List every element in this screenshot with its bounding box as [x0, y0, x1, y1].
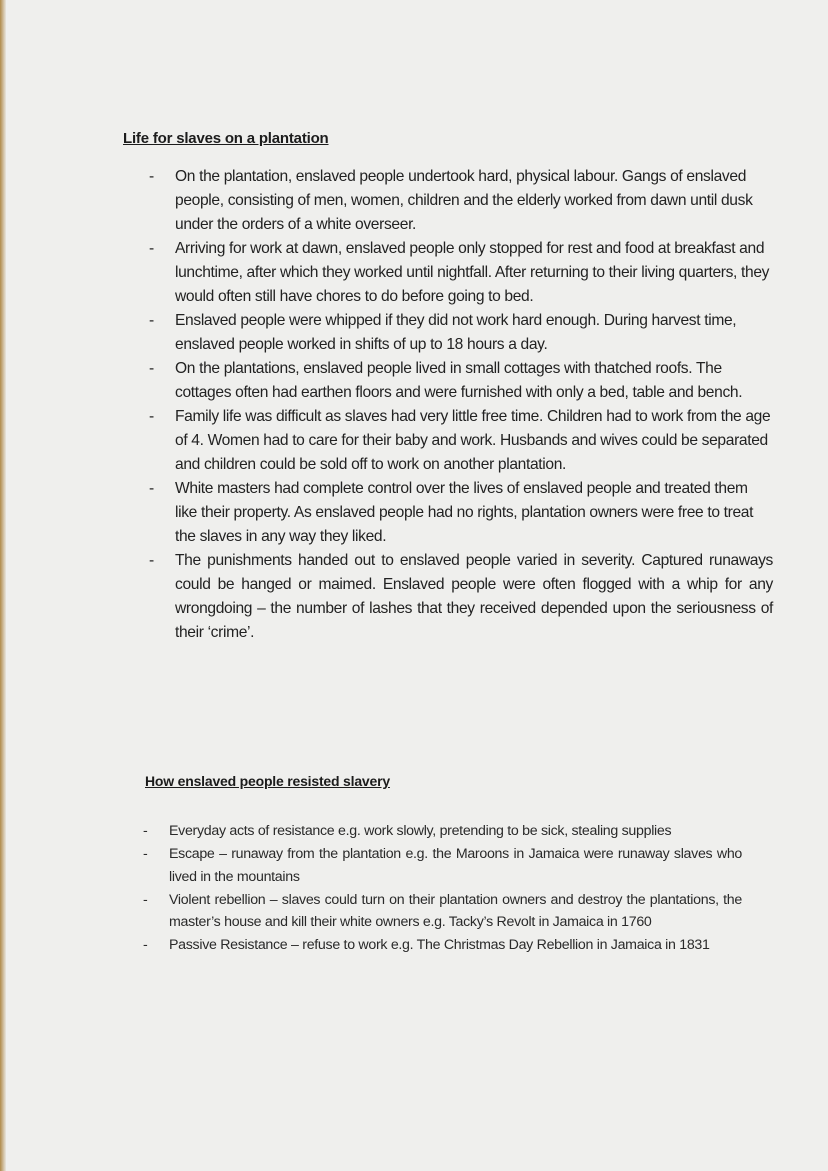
list-item-text: On the plantation, enslaved people undertook hard, physical labour. Gangs of enslaved people, consisting of men, women, children and the elderly worked from dawn until dusk under the orders of a white overseer.: [175, 168, 753, 233]
bullet-dash: -: [143, 937, 148, 953]
bullet-dash: -: [149, 312, 154, 329]
list-item: [149, 309, 773, 357]
list-item: [149, 405, 773, 477]
list-item-text: Passive Resistance – refuse to work e.g. The Christmas Day Rebellion in Jamaica in 1831: [169, 937, 710, 953]
page-edge: [0, 0, 6, 1171]
list-item-text: Everyday acts of resistance e.g. work slowly, pretending to be sick, stealing supplies: [169, 823, 672, 839]
list-item: [143, 889, 742, 934]
list-item-text: Violent rebellion – slaves could turn on their plantation owners and destroy the plantations, the master’s house and kill their white owners e.g. Tacky’s Revolt in Jamaica in 1760: [169, 891, 742, 930]
list-item: [149, 237, 773, 309]
bullet-dash: -: [149, 168, 154, 185]
list-item: [149, 165, 773, 237]
resistance-list: [143, 820, 742, 957]
list-item-text: The punishments handed out to enslaved people varied in severity. Captured runaways could be hanged or maimed. Enslaved people were often flogged with a whip for any wrongdoing – the number of lashes that they received depended upon the seriousness of their ‘crime’.: [175, 552, 773, 641]
bullet-dash: -: [143, 891, 148, 908]
plantation-life-list: [149, 165, 773, 645]
bullet-dash: -: [149, 408, 154, 425]
list-item: [143, 934, 742, 957]
bullet-dash: -: [143, 846, 148, 862]
list-item: [149, 477, 773, 549]
list-item-text: White masters had complete control over the lives of enslaved people and treated them like their property. As enslaved people had no rights, plantation owners were free to treat the slaves in any way they liked.: [175, 480, 754, 545]
bullet-dash: -: [149, 240, 154, 257]
list-item: [149, 357, 773, 405]
section-heading-resistance: How enslaved people resisted slavery: [145, 773, 390, 789]
bullet-dash: -: [149, 480, 154, 497]
list-item: [149, 549, 773, 645]
bullet-dash: -: [149, 360, 154, 377]
list-item-text: Escape – runaway from the plantation e.g. the Maroons in Jamaica were runaway slaves who lived in the mountains: [169, 846, 742, 885]
list-item-text: Family life was difficult as slaves had very little free time. Children had to work from the age of 4. Women had to care for their baby and work. Husbands and wives could be separated and children could be sold off to work on another plantation.: [175, 408, 771, 473]
list-item-text: On the plantations, enslaved people lived in small cottages with thatched roofs. The cottages often had earthen floors and were furnished with only a bed, table and bench.: [175, 360, 743, 401]
list-item: [143, 843, 742, 888]
bullet-dash: -: [149, 552, 154, 569]
list-item-text: Arriving for work at dawn, enslaved people only stopped for rest and food at breakfast and lunchtime, after which they worked until nightfall. After returning to their living quarters, they would often still have chores to do before going to bed.: [175, 240, 770, 305]
list-item: [143, 820, 742, 843]
bullet-dash: -: [143, 823, 148, 839]
list-item-text: Enslaved people were whipped if they did not work hard enough. During harvest time, enslaved people worked in shifts of up to 18 hours a day.: [175, 312, 737, 353]
section-heading-life-on-plantation: Life for slaves on a plantation: [123, 130, 329, 147]
